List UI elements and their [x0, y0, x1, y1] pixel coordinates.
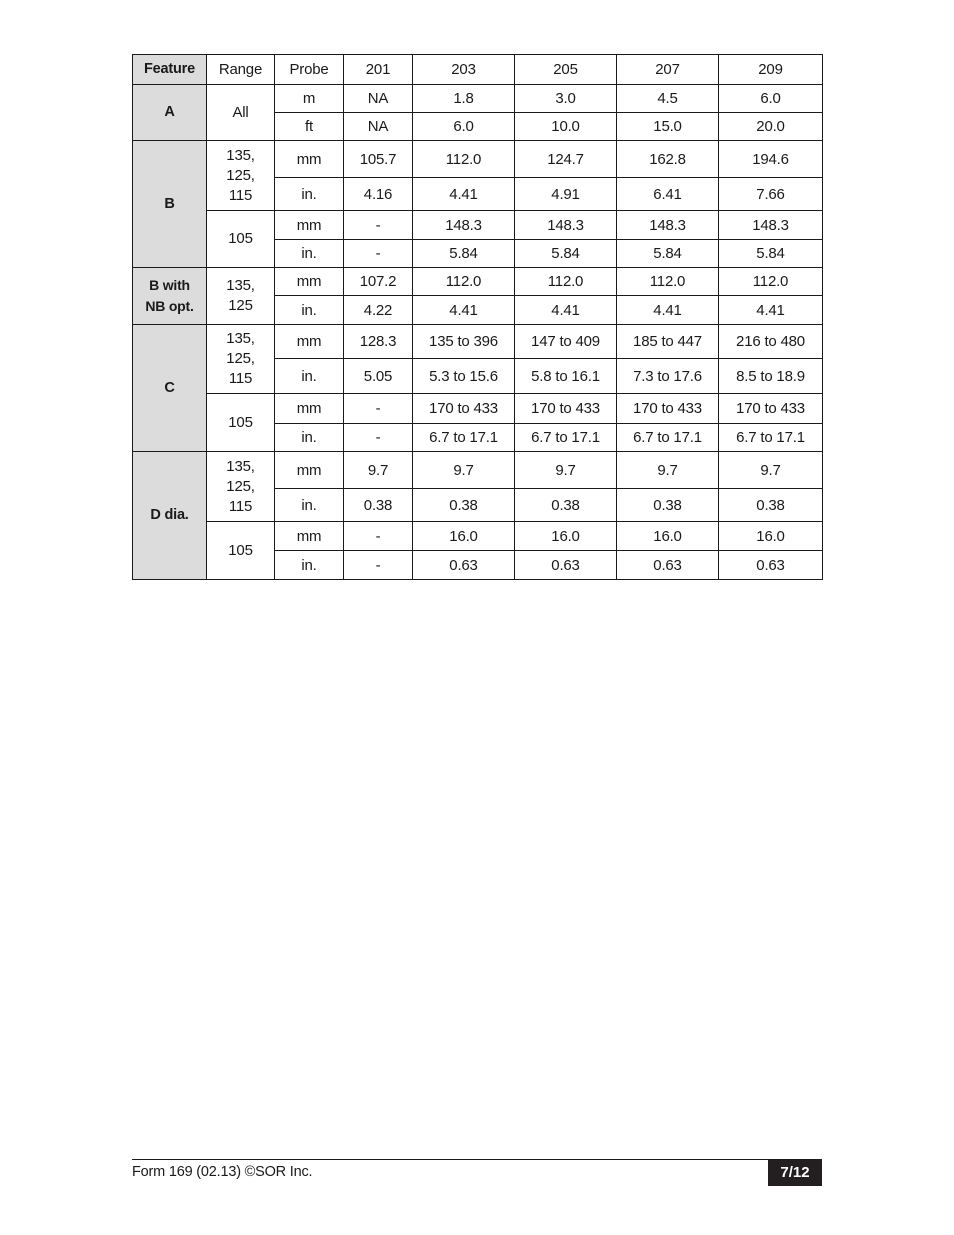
value-cell: 9.7	[719, 452, 823, 489]
value-cell: 6.7 to 17.1	[515, 424, 617, 452]
table-row	[133, 394, 823, 424]
value-cell: 4.5	[617, 85, 719, 113]
table-row	[133, 452, 823, 489]
unit-cell: mm	[275, 325, 344, 359]
value-cell: 112.0	[413, 141, 515, 178]
table-row	[133, 522, 823, 551]
header-201: 201	[344, 55, 413, 85]
value-cell: 135 to 396	[413, 325, 515, 359]
value-cell: 112.0	[617, 268, 719, 296]
value-cell: 5.84	[413, 240, 515, 268]
value-cell: 148.3	[719, 211, 823, 240]
range-line: 115	[228, 186, 253, 204]
value-cell: 4.91	[515, 178, 617, 211]
value-cell: 4.41	[719, 296, 823, 325]
value-cell: 0.38	[413, 489, 515, 522]
table-row	[133, 268, 823, 296]
range-line: 125,	[226, 166, 255, 184]
value-cell: 6.41	[617, 178, 719, 211]
footer-form-label: Form 169 (02.13) ©SOR Inc.	[132, 1164, 313, 1180]
range-line: 115	[228, 370, 253, 387]
feature-line: B with	[149, 277, 190, 293]
value-cell: 5.3 to 15.6	[413, 359, 515, 394]
value-cell: 0.63	[719, 551, 823, 580]
value-cell: 170 to 433	[719, 394, 823, 424]
value-cell: 0.63	[413, 551, 515, 580]
value-cell: 5.84	[617, 240, 719, 268]
value-cell: 0.38	[515, 489, 617, 522]
range-135-125-115	[207, 141, 275, 211]
value-cell: 112.0	[719, 268, 823, 296]
value-cell: 4.41	[413, 178, 515, 211]
value-cell: -	[344, 211, 413, 240]
value-cell: 20.0	[719, 113, 823, 141]
header-row	[133, 55, 823, 85]
value-cell: 15.0	[617, 113, 719, 141]
range-line: 125,	[226, 350, 255, 367]
header-probe: Probe	[275, 55, 344, 85]
table-row	[133, 211, 823, 240]
unit-cell: mm	[275, 522, 344, 551]
value-cell: 9.7	[515, 452, 617, 489]
header-207: 207	[617, 55, 719, 85]
unit-cell: m	[275, 85, 344, 113]
value-cell: 16.0	[515, 522, 617, 551]
value-cell: 4.41	[413, 296, 515, 325]
value-cell: 4.22	[344, 296, 413, 325]
value-cell: 5.8 to 16.1	[515, 359, 617, 394]
range-line: 115	[228, 497, 253, 515]
value-cell: 4.41	[617, 296, 719, 325]
value-cell: 4.41	[515, 296, 617, 325]
unit-cell: ft	[275, 113, 344, 141]
value-cell: 0.63	[515, 551, 617, 580]
unit-cell: mm	[275, 141, 344, 178]
unit-cell: in.	[275, 489, 344, 522]
value-cell: 16.0	[617, 522, 719, 551]
value-cell: 6.7 to 17.1	[413, 424, 515, 452]
value-cell: 124.7	[515, 141, 617, 178]
value-cell: 0.38	[344, 489, 413, 522]
value-cell: 16.0	[413, 522, 515, 551]
value-cell: -	[344, 522, 413, 551]
range-105: 105	[207, 522, 275, 580]
value-cell: 8.5 to 18.9	[719, 359, 823, 394]
value-cell: 170 to 433	[515, 394, 617, 424]
range-line: 135,	[226, 330, 255, 347]
unit-cell: mm	[275, 394, 344, 424]
value-cell: 0.63	[617, 551, 719, 580]
value-cell: 107.2	[344, 268, 413, 296]
value-cell: 0.38	[719, 489, 823, 522]
header-209: 209	[719, 55, 823, 85]
value-cell: 16.0	[719, 522, 823, 551]
value-cell: 10.0	[515, 113, 617, 141]
value-cell: 162.8	[617, 141, 719, 178]
value-cell: 148.3	[413, 211, 515, 240]
value-cell: -	[344, 551, 413, 580]
unit-cell: in.	[275, 240, 344, 268]
unit-cell: in.	[275, 424, 344, 452]
value-cell: 148.3	[515, 211, 617, 240]
header-203: 203	[413, 55, 515, 85]
value-cell: 216 to 480	[719, 325, 823, 359]
value-cell: 6.0	[413, 113, 515, 141]
value-cell: 112.0	[413, 268, 515, 296]
range-135-125-115	[207, 452, 275, 522]
unit-cell: in.	[275, 359, 344, 394]
range-line: 135,	[226, 277, 255, 294]
value-cell: 112.0	[515, 268, 617, 296]
value-cell: 148.3	[617, 211, 719, 240]
value-cell: 128.3	[344, 325, 413, 359]
value-cell: -	[344, 240, 413, 268]
value-cell: NA	[344, 113, 413, 141]
value-cell: 6.0	[719, 85, 823, 113]
feature-d-dia: D dia.	[133, 452, 207, 580]
value-cell: 5.84	[515, 240, 617, 268]
table-row	[133, 85, 823, 113]
value-cell: 5.84	[719, 240, 823, 268]
value-cell: 105.7	[344, 141, 413, 178]
range-135-125-115	[207, 325, 275, 394]
value-cell: 9.7	[344, 452, 413, 489]
value-cell: 3.0	[515, 85, 617, 113]
header-feature: Feature	[133, 55, 207, 85]
unit-cell: in.	[275, 178, 344, 211]
range-all: All	[207, 85, 275, 141]
value-cell: -	[344, 394, 413, 424]
unit-cell: mm	[275, 452, 344, 489]
unit-cell: in.	[275, 296, 344, 325]
value-cell: 5.05	[344, 359, 413, 394]
range-135-125	[207, 268, 275, 325]
range-line: 135,	[226, 146, 255, 164]
value-cell: 9.7	[617, 452, 719, 489]
value-cell: 7.66	[719, 178, 823, 211]
page-number-badge: 7/12	[768, 1160, 822, 1186]
value-cell: 185 to 447	[617, 325, 719, 359]
value-cell: 1.8	[413, 85, 515, 113]
range-105: 105	[207, 211, 275, 268]
table-row	[133, 325, 823, 359]
range-line: 125,	[226, 477, 255, 495]
footer-divider	[132, 1159, 822, 1160]
range-line: 125	[228, 297, 253, 314]
value-cell: NA	[344, 85, 413, 113]
value-cell: 9.7	[413, 452, 515, 489]
value-cell: -	[344, 424, 413, 452]
unit-cell: in.	[275, 551, 344, 580]
range-105: 105	[207, 394, 275, 452]
table-row	[133, 141, 823, 178]
header-205: 205	[515, 55, 617, 85]
value-cell: 0.38	[617, 489, 719, 522]
value-cell: 6.7 to 17.1	[719, 424, 823, 452]
value-cell: 170 to 433	[413, 394, 515, 424]
feature-b-with-nb-opt	[133, 268, 207, 325]
feature-line: NB opt.	[145, 298, 194, 314]
unit-cell: mm	[275, 268, 344, 296]
value-cell: 194.6	[719, 141, 823, 178]
feature-a: A	[133, 85, 207, 141]
value-cell: 7.3 to 17.6	[617, 359, 719, 394]
range-line: 135,	[226, 457, 255, 475]
unit-cell: mm	[275, 211, 344, 240]
value-cell: 4.16	[344, 178, 413, 211]
header-range: Range	[207, 55, 275, 85]
feature-c: C	[133, 325, 207, 452]
value-cell: 170 to 433	[617, 394, 719, 424]
specification-table	[132, 54, 823, 580]
value-cell: 6.7 to 17.1	[617, 424, 719, 452]
feature-b: B	[133, 141, 207, 268]
value-cell: 147 to 409	[515, 325, 617, 359]
